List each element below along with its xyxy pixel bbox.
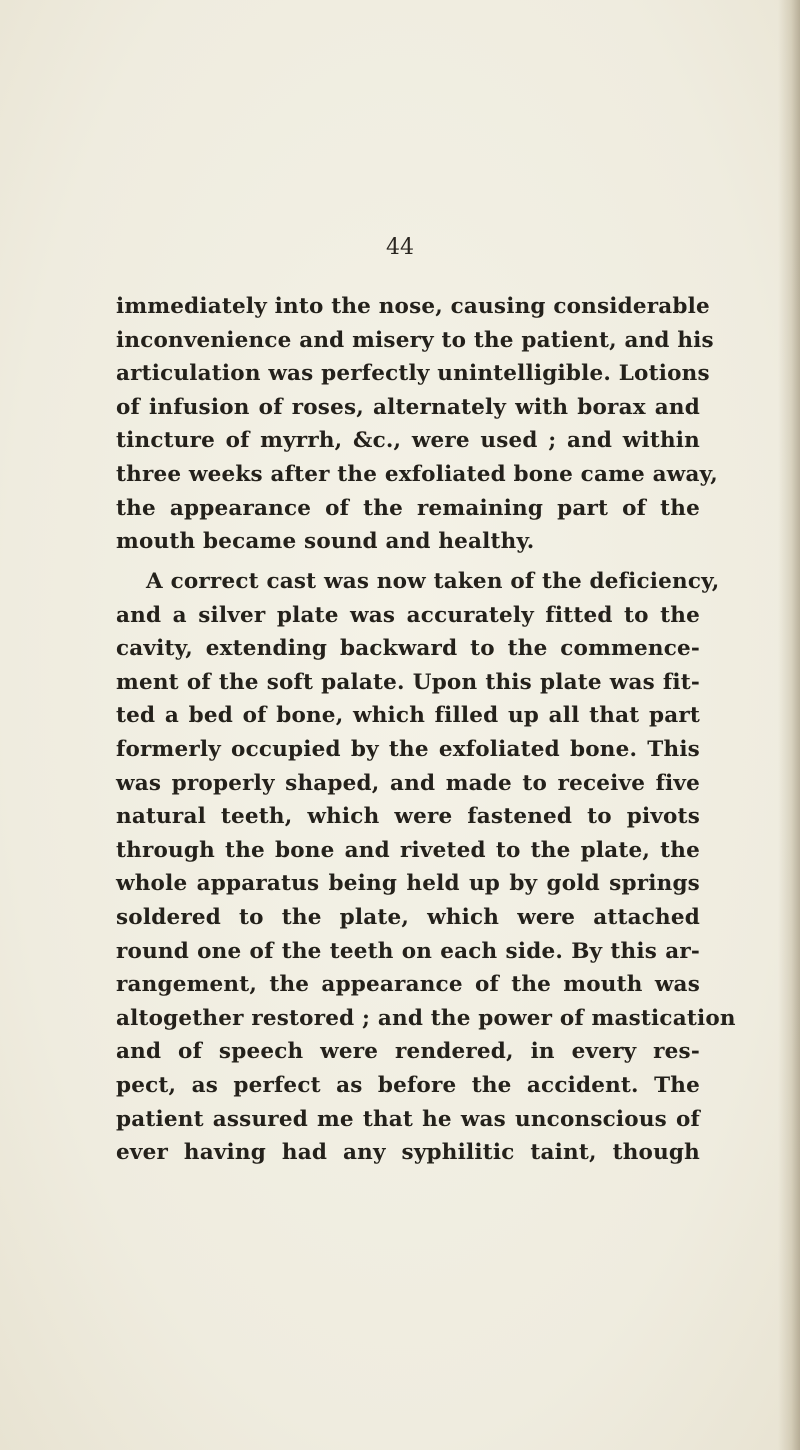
paragraph-2 bbox=[116, 565, 736, 1170]
page-number: 44 bbox=[386, 235, 414, 260]
text-line: three weeks after the exfoliated bone came away, bbox=[116, 461, 718, 487]
text-line: tincture of myrrh, &c., were used ; and within bbox=[116, 428, 700, 454]
text-line: inconvenience and misery to the patient, and his bbox=[116, 327, 714, 353]
page-edge-shadow bbox=[778, 0, 800, 1450]
text-line: the appearance of the remaining part of the bbox=[116, 495, 700, 521]
text-line: of infusion of roses, alternately with borax and bbox=[116, 394, 700, 420]
text-line: A correct cast was now taken of the deficiency, bbox=[146, 569, 720, 594]
text-line: whole apparatus being held up by gold springs bbox=[116, 871, 700, 897]
paragraph-1 bbox=[116, 290, 718, 559]
text-line: natural teeth, which were fastened to pivots bbox=[116, 804, 700, 830]
text-line: formerly occupied by the exfoliated bone. This bbox=[116, 736, 700, 762]
text-line: was properly shaped, and made to receive five bbox=[116, 770, 700, 796]
text-line: patient assured me that he was unconscious of bbox=[116, 1106, 700, 1132]
text-line: ever having had any syphilitic taint, though bbox=[116, 1140, 700, 1166]
text-line: and of speech were rendered, in every res- bbox=[116, 1039, 700, 1065]
text-line: and a silver plate was accurately fitted to the bbox=[116, 602, 700, 628]
text-line: ted a bed of bone, which filled up all that part bbox=[116, 703, 700, 729]
text-line: articulation was perfectly unintelligible. Lotions bbox=[116, 361, 710, 387]
text-line: round one of the teeth on each side. By this ar- bbox=[116, 938, 700, 964]
text-line: mouth became sound and healthy. bbox=[116, 529, 535, 555]
text-line: cavity, extending backward to the commence- bbox=[116, 636, 700, 662]
text-line: pect, as perfect as before the accident. The bbox=[116, 1072, 700, 1098]
text-line: through the bone and riveted to the plate, the bbox=[116, 837, 700, 863]
text-line: immediately into the nose, causing considerable bbox=[116, 294, 710, 319]
text-line: soldered to the plate, which were attached bbox=[116, 904, 700, 930]
text-line: ment of the soft palate. Upon this plate was fit- bbox=[116, 669, 700, 695]
text-line: altogether restored ; and the power of mastication bbox=[116, 1005, 736, 1031]
text-line: rangement, the appearance of the mouth was bbox=[116, 972, 700, 998]
